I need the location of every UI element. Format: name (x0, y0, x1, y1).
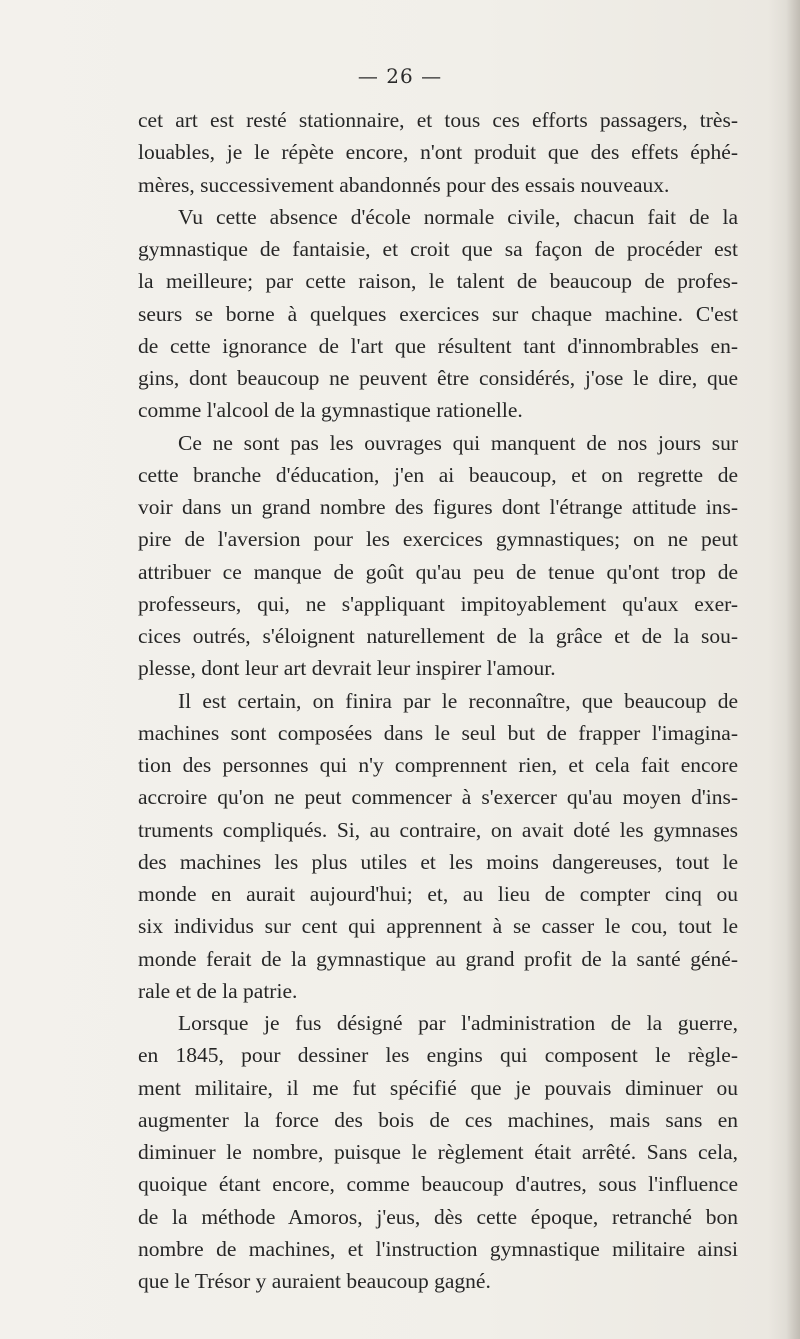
text-line: louables, je le répète encore, n'ont produit que des effets éphé- (138, 140, 738, 165)
text-line: monde ferait de la gymnastique au grand profit de la santé géné- (138, 946, 738, 971)
text-line: comme l'alcool de la gymnastique rationelle. (138, 398, 523, 423)
text-line: quoique étant encore, comme beaucoup d'autres, sous l'influence (138, 1172, 738, 1197)
text-line: augmenter la force des bois de ces machines, mais sans en (138, 1107, 738, 1132)
text-line: truments compliqués. Si, au contraire, on avait doté les gymnases (138, 817, 738, 842)
text-line: tion des personnes qui n'y comprennent rien, et cela fait encore (138, 753, 738, 777)
text-line: en 1845, pour dessiner les engins qui composent le règle- (138, 1043, 738, 1068)
text-line: six individus sur cent qui apprennent à se casser le cou, tout le (138, 914, 738, 939)
text-line: des machines les plus utiles et les moins dangereuses, tout le (138, 849, 738, 874)
text-line: gins, dont beaucoup ne peuvent être considérés, j'ose le dire, que (138, 366, 738, 390)
text-line: machines sont composées dans le seul but de frapper l'imagina- (138, 720, 738, 745)
text-line: diminuer le nombre, puisque le règlement était arrêté. Sans cela, (138, 1140, 738, 1164)
text-line: attribuer ce manque de goût qu'au peu de tenue qu'ont trop de (138, 559, 738, 584)
text-line: ment militaire, il me fut spécifié que je pouvais diminuer ou (138, 1075, 738, 1100)
text-line: cices outrés, s'éloignent naturellement de la grâce et de la sou- (138, 624, 738, 648)
paragraph-start: Vu cette absence d'école normale civile, chacun fait de la (178, 204, 738, 229)
text-line: cette branche d'éducation, j'en ai beaucoup, et on regrette de (138, 462, 738, 487)
text-line: professeurs, qui, ne s'appliquant impitoyablement qu'aux exer- (138, 591, 738, 616)
paragraph-start: Il est certain, on finira par le reconnaître, que beaucoup de (178, 688, 738, 713)
paragraph-start: Lorsque je fus désigné par l'administration de la guerre, (178, 1011, 738, 1035)
text-line: voir dans un grand nombre des figures dont l'étrange attitude ins- (138, 495, 738, 519)
text-line: pire de l'aversion pour les exercices gymnastiques; on ne peut (138, 527, 738, 552)
text-line: plesse, dont leur art devrait leur inspirer l'amour. (138, 656, 556, 681)
paragraph-start: Ce ne sont pas les ouvrages qui manquent de nos jours sur (178, 430, 738, 455)
text-line: nombre de machines, et l'instruction gymnastique militaire ainsi (138, 1236, 738, 1261)
text-line: gymnastique de fantaisie, et croit que sa façon de procéder est (138, 237, 738, 261)
text-line: la meilleure; par cette raison, le talent de beaucoup de profes- (138, 269, 738, 294)
text-line: monde en aurait aujourd'hui; et, au lieu de compter cinq ou (138, 882, 738, 906)
text-line: mères, successivement abandonnés pour des essais nouveaux. (138, 172, 670, 197)
text-line: accroire qu'on ne peut commencer à s'exercer qu'au moyen d'ins- (138, 785, 738, 810)
text-line: rale et de la patrie. (138, 978, 298, 1003)
body-text (138, 104, 738, 1297)
text-line: seurs se borne à quelques exercices sur chaque machine. C'est (138, 301, 738, 326)
text-line: que le Trésor y auraient beaucoup gagné. (138, 1269, 491, 1293)
page-number: — 26 — (357, 64, 443, 88)
text-line: de la méthode Amoros, j'eus, dès cette époque, retranché bon (138, 1204, 738, 1229)
page-edge-shadow (786, 0, 800, 1339)
text-line: de cette ignorance de l'art que résultent tant d'innombrables en- (138, 333, 738, 358)
text-line: cet art est resté stationnaire, et tous ces efforts passagers, très- (138, 108, 738, 132)
